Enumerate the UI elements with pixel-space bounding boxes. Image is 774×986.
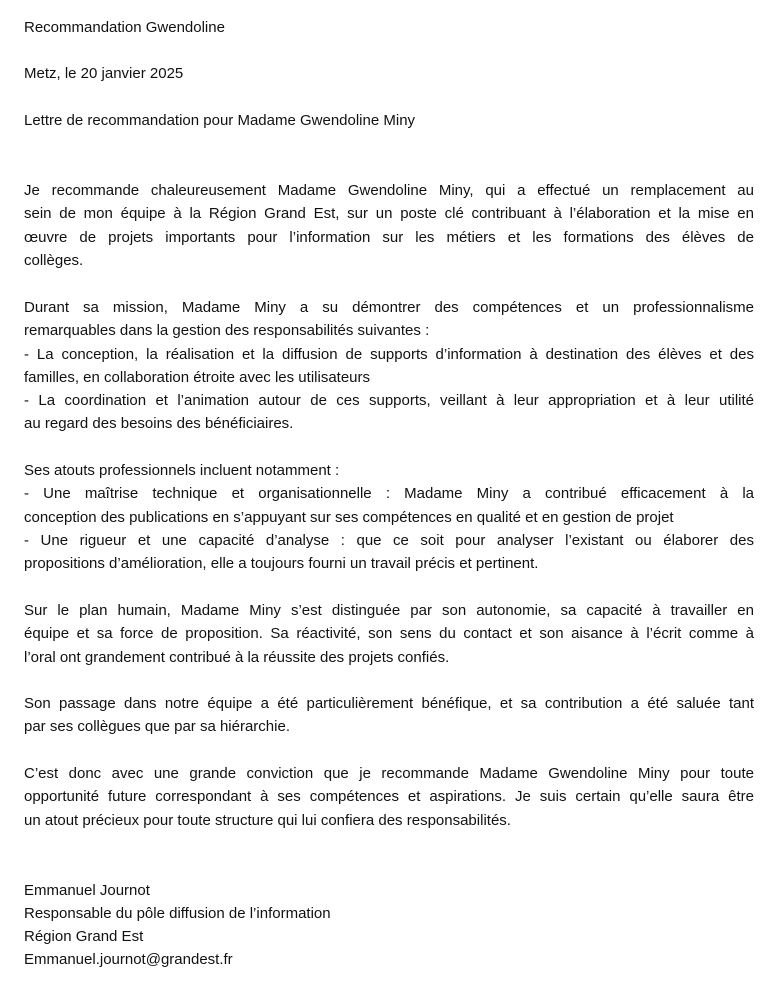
list-item-line: - La coordination et l’animation autour de ces supports, veillant à leur appropriation et à leur utilité (24, 392, 754, 410)
paragraph-mission (24, 296, 754, 436)
paragraph-human (24, 599, 754, 669)
paragraph-line: Ses atouts professionnels incluent notamment : (24, 462, 340, 479)
document-title: Recommandation Gwendoline (24, 19, 225, 36)
list-item-line: - La conception, la réalisation et la diffusion de supports d’information à destination des élèves et des (24, 345, 754, 363)
paragraph-strengths (24, 459, 754, 575)
paragraph-line: C’est donc avec une grande conviction que je recommande Madame Gwendoline Miny pour toute (24, 765, 754, 782)
paragraph-line: Je recommande chaleureusement Madame Gwendoline Miny, qui a effectué un remplacement au (24, 182, 754, 199)
list-item-line: - Une maîtrise technique et organisationnelle : Madame Miny a contribué efficacement à la (24, 485, 754, 503)
list-item-line: au regard des besoins des bénéficiaires. (24, 415, 294, 433)
list-item-line: - Une rigueur et une capacité d’analyse : que ce soit pour analyser l’existant ou élaborer des (24, 531, 754, 549)
list-item-line: familles, en collaboration étroite avec les utilisateurs (24, 368, 371, 386)
list-item-line: conception des publications en s’appuyant sur ses compétences en qualité et en gestion de projet (24, 508, 674, 526)
letter-subject: Lettre de recommandation pour Madame Gwendoline Miny (24, 112, 416, 129)
paragraph-intro (24, 179, 754, 272)
paragraph-line: œuvre de projets importants pour l’information sur les métiers et les formations des élèves de (24, 228, 754, 246)
signature-name: Emmanuel Journot (24, 882, 150, 899)
list-item-line: propositions d’amélioration, elle a toujours fourni un travail précis et pertinent. (24, 555, 539, 573)
signature-role: Responsable du pôle diffusion de l’information (24, 905, 331, 922)
paragraph-line: un atout précieux pour toute structure qui lui confiera des responsabilités. (24, 811, 511, 829)
paragraph-contribution (24, 692, 754, 739)
paragraph-line: sein de mon équipe à la Région Grand Est, sur un poste clé contribuant à l’élaboration et la mise en (24, 205, 754, 223)
paragraph-line: équipe et sa force de proposition. Sa réactivité, son sens du contact et son aisance à l’écrit comme à (24, 625, 754, 643)
paragraph-conclusion (24, 762, 754, 832)
paragraph-line: Son passage dans notre équipe a été particulièrement bénéfique, et sa contribution a été saluée tant (24, 695, 754, 712)
paragraph-line: Sur le plan humain, Madame Miny s’est distinguée par son autonomie, sa capacité à travailler en (24, 602, 754, 619)
paragraph-line: par ses collègues que par sa hiérarchie. (24, 718, 290, 736)
paragraph-line: collèges. (24, 251, 84, 269)
paragraph-line: remarquables dans la gestion des responsabilités suivantes : (24, 322, 430, 340)
signature-organization: Région Grand Est (24, 928, 144, 945)
signature-email: Emmanuel.journot@grandest.fr (24, 951, 233, 968)
paragraph-line: opportunité future correspondant à ses compétences et aspirations. Je suis certain qu’elle saura être (24, 788, 754, 806)
paragraph-line: Durant sa mission, Madame Miny a su démontrer des compétences et un professionnalisme (24, 299, 754, 316)
place-date: Metz, le 20 janvier 2025 (24, 65, 184, 82)
paragraph-line: l’oral ont grandement contribué à la réussite des projets confiés. (24, 648, 450, 666)
